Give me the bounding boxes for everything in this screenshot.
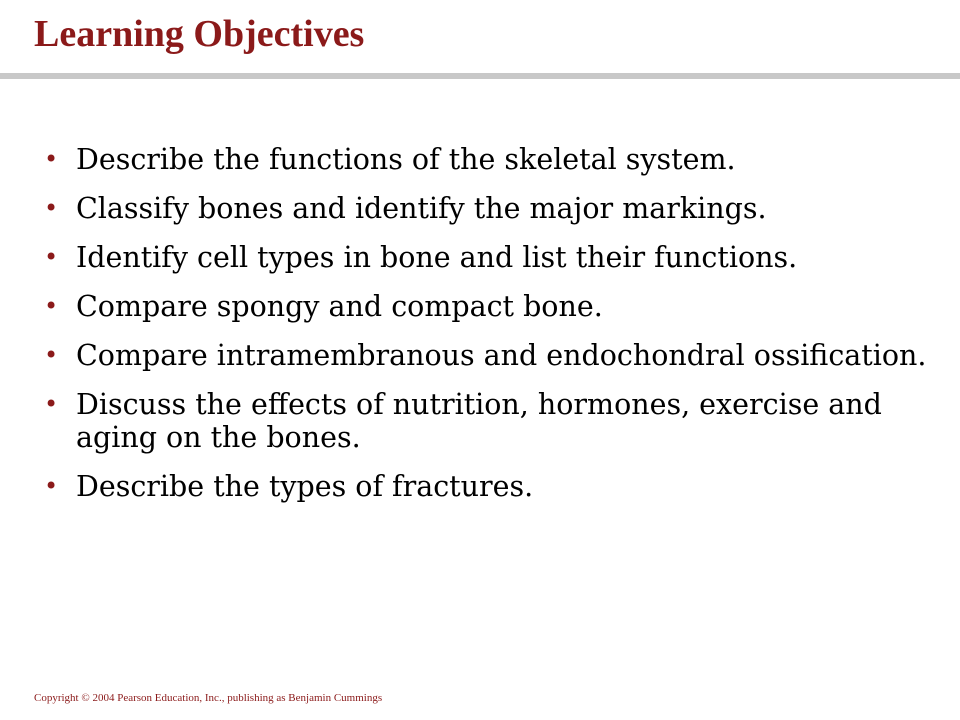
list-item — [40, 192, 940, 225]
bullet-icon: • — [44, 472, 59, 500]
bullet-icon: • — [44, 292, 59, 320]
list-item — [40, 470, 940, 503]
objective-text: Compare intramembranous and endochondral ossification. — [76, 339, 927, 372]
title-divider — [0, 73, 960, 79]
list-item — [40, 290, 940, 323]
objective-text: Classify bones and identify the major markings. — [76, 192, 767, 225]
bullet-icon: • — [44, 194, 59, 222]
objective-text: Discuss the effects of nutrition, hormones, exercise and aging on the bones. — [76, 388, 882, 454]
objective-text: Compare spongy and compact bone. — [76, 290, 603, 323]
list-item — [40, 241, 940, 274]
objectives-list — [40, 143, 940, 519]
list-item — [40, 339, 940, 372]
bullet-icon: • — [44, 243, 59, 271]
objective-text: Describe the functions of the skeletal system. — [76, 143, 736, 176]
bullet-icon: • — [44, 341, 59, 369]
objective-text: Describe the types of fractures. — [76, 470, 534, 503]
list-item — [40, 143, 940, 176]
list-item — [40, 388, 940, 454]
bullet-icon: • — [44, 390, 59, 418]
copyright-footer: Copyright © 2004 Pearson Education, Inc., publishing as Benjamin Cummings — [34, 692, 383, 704]
slide-title: Learning Objectives — [34, 13, 365, 55]
objective-text: Identify cell types in bone and list their functions. — [76, 241, 798, 274]
bullet-icon: • — [44, 145, 59, 173]
